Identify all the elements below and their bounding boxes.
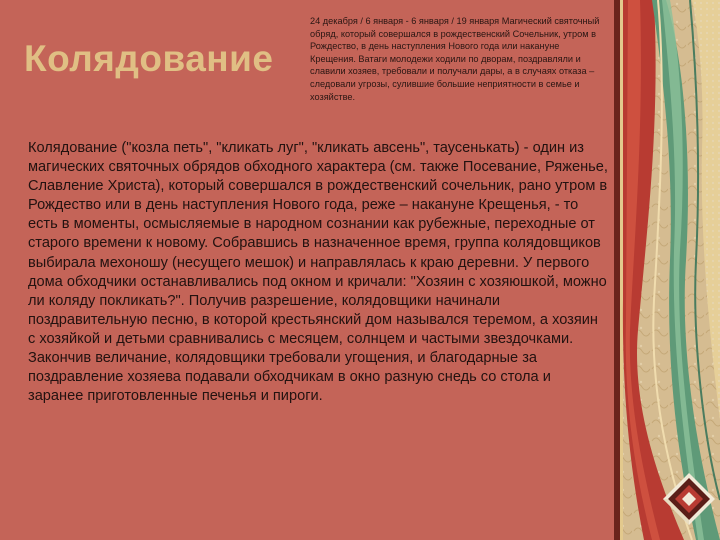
slide-title: Колядование [24, 38, 274, 79]
slide-subtitle: 24 декабря / 6 января - 6 января / 19 января Магический святочный обряд, который совершался в рождественский Сочельник, утром в Рождество, в день наступления Нового года или накануне Крещения. Ватаги молодежи ходили по дворам, поздравляли и славили хозяев, требовали и получали дары, а в случаях отказа – следовали угрозы, сулившие большие неприятности в семье и хозяйстве. [310, 16, 600, 102]
decorative-side-panel [614, 0, 720, 540]
decor-gold-edge [620, 0, 623, 540]
decor-dark-edge [614, 0, 620, 540]
slide-body-text: Колядование ("козла петь", "кликать луг", "кликать авсень", таусенькать) - один из магических святочных обрядов обходного характера (см. также Посевание, Ряженье, Славление Христа), который совершался в рождественский сочельник, рано утром в Рождество или в день наступления Нового года, реже – накануне Крещенья, - то есть в моменты, осмысляемые в народном сознании как рубежные, переходные от старого времени к новому. Собравшись в назначенное время, группа колядовщиков выбирала мехоношу (несущего мешок) и направлялась к краю деревни. У первого дома обходчики останавливались под окном и кричали: "Хозяин с хозяюшкой, можно ли коляду покликать?". Получив разрешение, колядовщики начинали поздравительную песню, в которой крестьянский дом назывался теремом, а хозяин с хозяйкой и детьми сравнивались с месяцем, солнцем и частыми звездочками. Закончив величание, колядовщики требовали угощения, и благодарные за поздравление хозяева подавали обходчикам в окно разную снедь со стола и заранее приготовленные печенья и пироги. [28, 140, 608, 405]
